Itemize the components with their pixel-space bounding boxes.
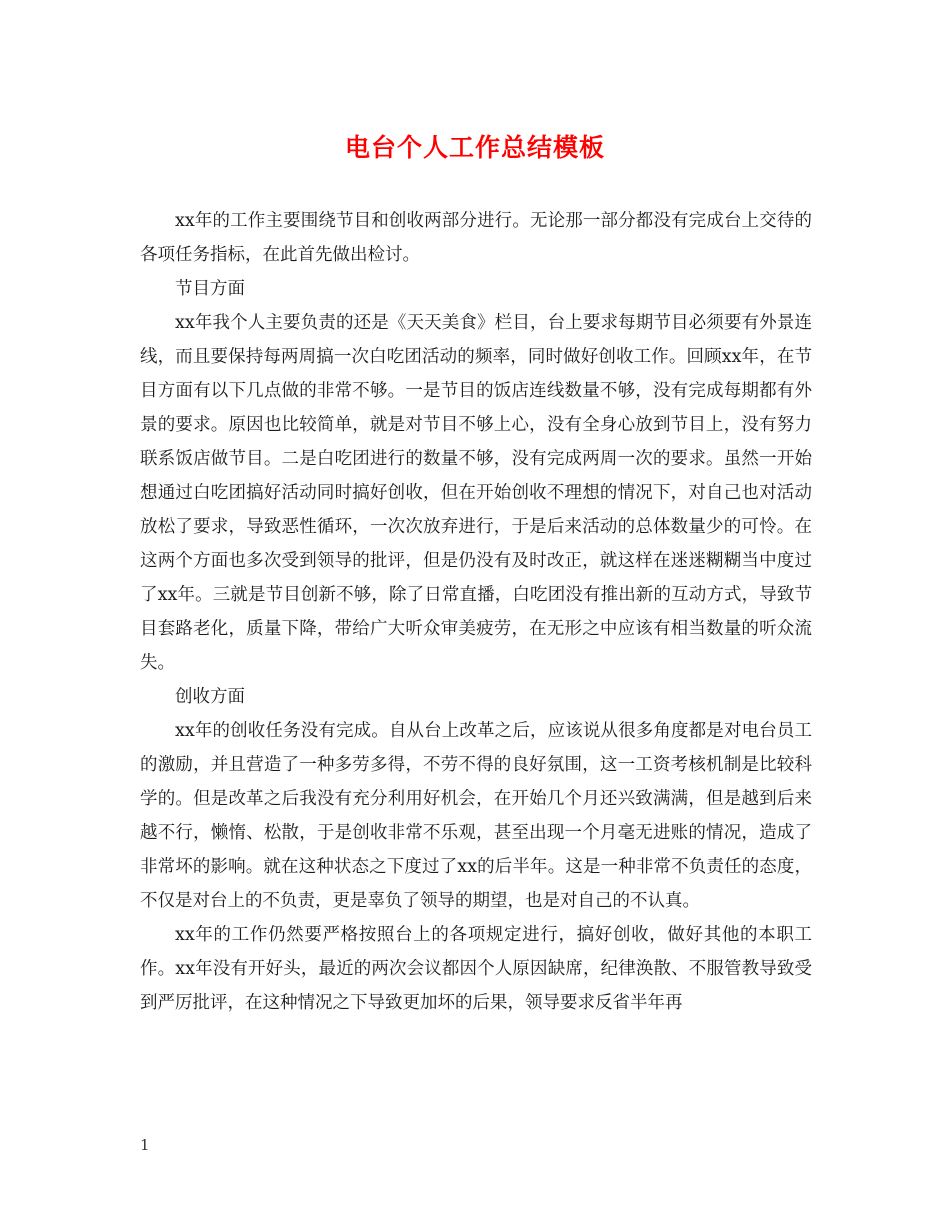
document-body <box>140 204 812 1020</box>
section-heading-program: 节目方面 <box>175 279 245 299</box>
paragraph-revenue: xx年的创收任务没有完成。自从台上改革之后，应该说从很多角度都是对电台员工的激励，并且营造了一种多劳多得，不劳不得的良好氛围，这一工资考核机制是比较科学的。但是改革之后我没有充分利用好机会，在开始几个月还兴致满满，但是越到后来越不行，懒惰、松散，于是创收非常不乐观，甚至出现一个月毫无进账的情况，造成了非常坏的影响。就在这种状态之下度过了xx的后半年。这是一种非常不负责任的态度，不仅是对台上的不负责，更是辜负了领导的期望，也是对自己的不认真。 <box>140 721 812 911</box>
paragraph-plan: xx年的工作仍然要严格按照台上的各项规定进行，搞好创收，做好其他的本职工作。xx年没有开好头，最近的两次会议都因个人原因缺席，纪律涣散、不服管教导致受到严厉批评，在这种情况之下导致更加坏的后果，领导要求反省半年再 <box>140 925 812 1013</box>
section-heading-revenue: 创收方面 <box>175 687 245 707</box>
paragraph-intro: xx年的工作主要围绕节目和创收两部分进行。无论那一部分都没有完成台上交待的各项任务指标，在此首先做出检讨。 <box>140 211 812 265</box>
paragraph-program: xx年我个人主要负责的还是《天天美食》栏目，台上要求每期节目必须要有外景连线，而且要保持每两周搞一次白吃团活动的频率，同时做好创收工作。回顾xx年，在节目方面有以下几点做的非常不够。一是节目的饭店连线数量不够，没有完成每期都有外景的要求。原因也比较简单，就是对节目不够上心，没有全身心放到节目上，没有努力联系饭店做节目。二是白吃团进行的数量不够，没有完成两周一次的要求。虽然一开始想通过白吃团搞好活动同时搞好创收，但在开始创收不理想的情况下，对自己也对活动放松了要求，导致恶性循环，一次次放弃进行，于是后来活动的总体数量少的可怜。在这两个方面也多次受到领导的批评，但是仍没有及时改正，就这样在迷迷糊糊当中度过了xx年。三就是节目创新不够，除了日常直播，白吃团没有推出新的互动方式，导致节目套路老化，质量下降，带给广大听众审美疲劳，在无形之中应该有相当数量的听众流失。 <box>140 313 812 673</box>
document-title: 电台个人工作总结模板 <box>344 133 605 162</box>
page-number: 1 <box>140 1136 150 1154</box>
